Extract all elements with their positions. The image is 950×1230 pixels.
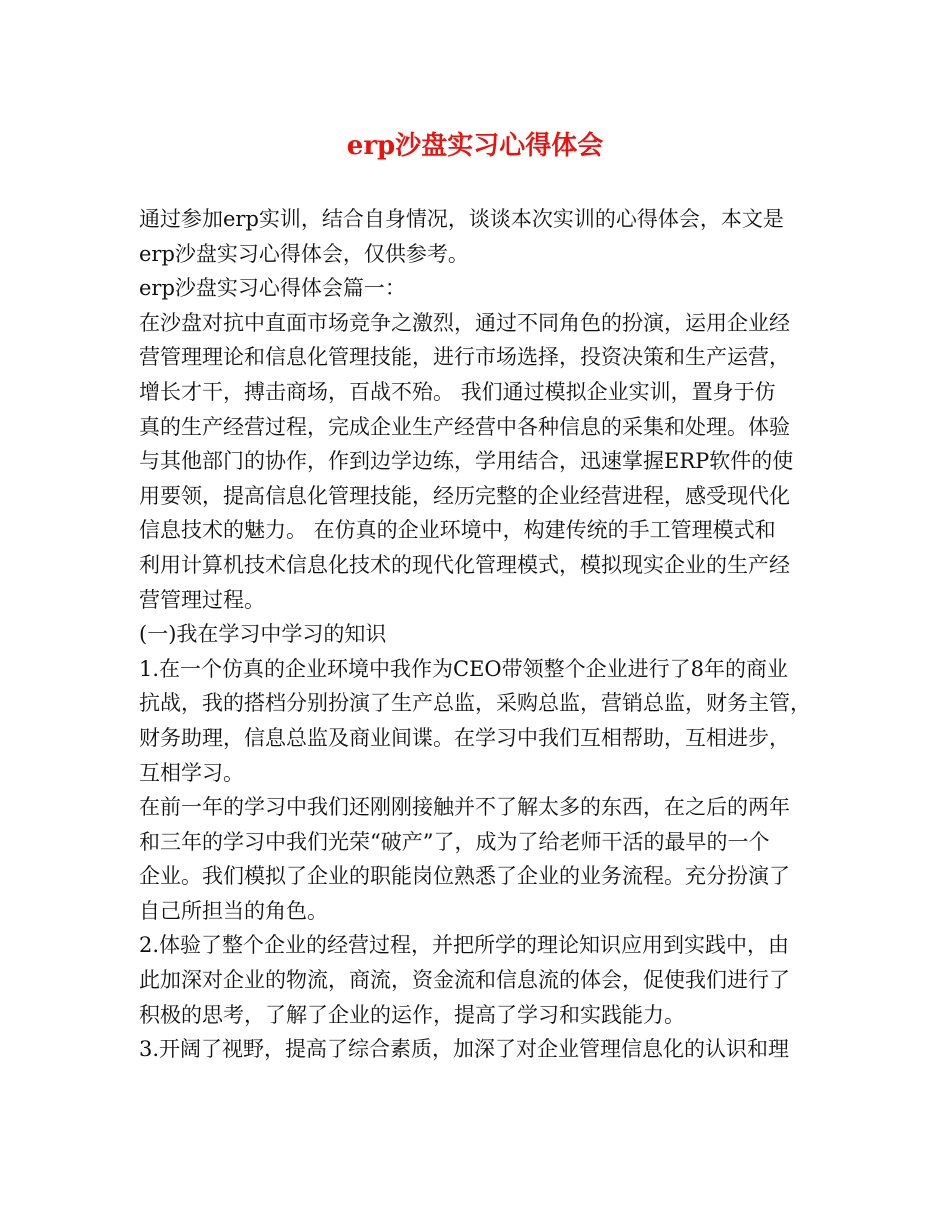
section-heading: erp沙盘实习心得体会篇一：: [139, 276, 406, 301]
body-line: 2.体验了整个企业的经营过程，并把所学的理论知识应用到实践中，由: [139, 933, 790, 958]
body-line: 在沙盘对抗中直面市场竞争之激烈，通过不同角色的扮演，运用企业经: [139, 310, 790, 335]
body-line: 营管理理论和信息化管理技能，进行市场选择，投资决策和生产运营，: [139, 345, 790, 370]
body-line: 真的生产经营过程，完成企业生产经营中各种信息的采集和处理。体验: [139, 414, 790, 439]
body-line: 用要领，提高信息化管理技能，经历完整的企业经营进程，感受现代化: [139, 483, 790, 508]
body-line: 1.在一个仿真的企业环境中我作为CEO带领整个企业进行了8年的商业: [139, 656, 789, 681]
body-line: 通过参加erp实训，结合自身情况，谈谈本次实训的心得体会，本文是: [139, 207, 784, 231]
body-line: 增长才干，搏击商场，百战不殆。 我们通过模拟企业实训，置身于仿: [139, 379, 776, 404]
subsection-heading: (一)我在学习中学习的知识: [139, 622, 387, 647]
body-line: 3.开阔了视野，提高了综合素质，加深了对企业管理信息化的认识和理: [139, 1037, 790, 1062]
body-line: 此加深对企业的物流，商流，资金流和信息流的体会，促使我们进行了: [139, 968, 790, 993]
body-line: 在前一年的学习中我们还刚刚接触并不了解太多的东西，在之后的两年: [139, 795, 790, 820]
body-line: 积极的思考，了解了企业的运作，提高了学习和实践能力。: [139, 1002, 685, 1027]
body-line: 企业。我们模拟了企业的职能岗位熟悉了企业的业务流程。充分扮演了: [139, 864, 790, 889]
body-line: 自己所担当的角色。: [139, 898, 328, 923]
body-line: 财务助理，信息总监及商业间谍。在学习中我们互相帮助，互相进步，: [139, 725, 790, 750]
body-line: 和三年的学习中我们光荣“破产”了，成为了给老师干活的最早的一个: [139, 829, 770, 854]
body-line: 信息技术的魅力。 在仿真的企业环境中，构建传统的手工管理模式和: [139, 518, 776, 543]
body-line: 营管理过程。: [139, 587, 265, 612]
body-line: 互相学习。: [139, 760, 244, 785]
body-line: 利用计算机技术信息化技术的现代化管理模式，模拟现实企业的生产经: [139, 552, 790, 577]
document-body: [139, 202, 815, 1067]
body-line: 抗战，我的搭档分别扮演了生产总监，采购总监，营销总监，财务主管，: [139, 691, 811, 716]
document-title: erp沙盘实习心得体会: [346, 131, 604, 161]
body-line: erp沙盘实习心得体会，仅供参考。: [139, 241, 469, 266]
body-line: 与其他部门的协作，作到边学边练，学用结合，迅速掌握ERP软件的使: [139, 449, 794, 474]
